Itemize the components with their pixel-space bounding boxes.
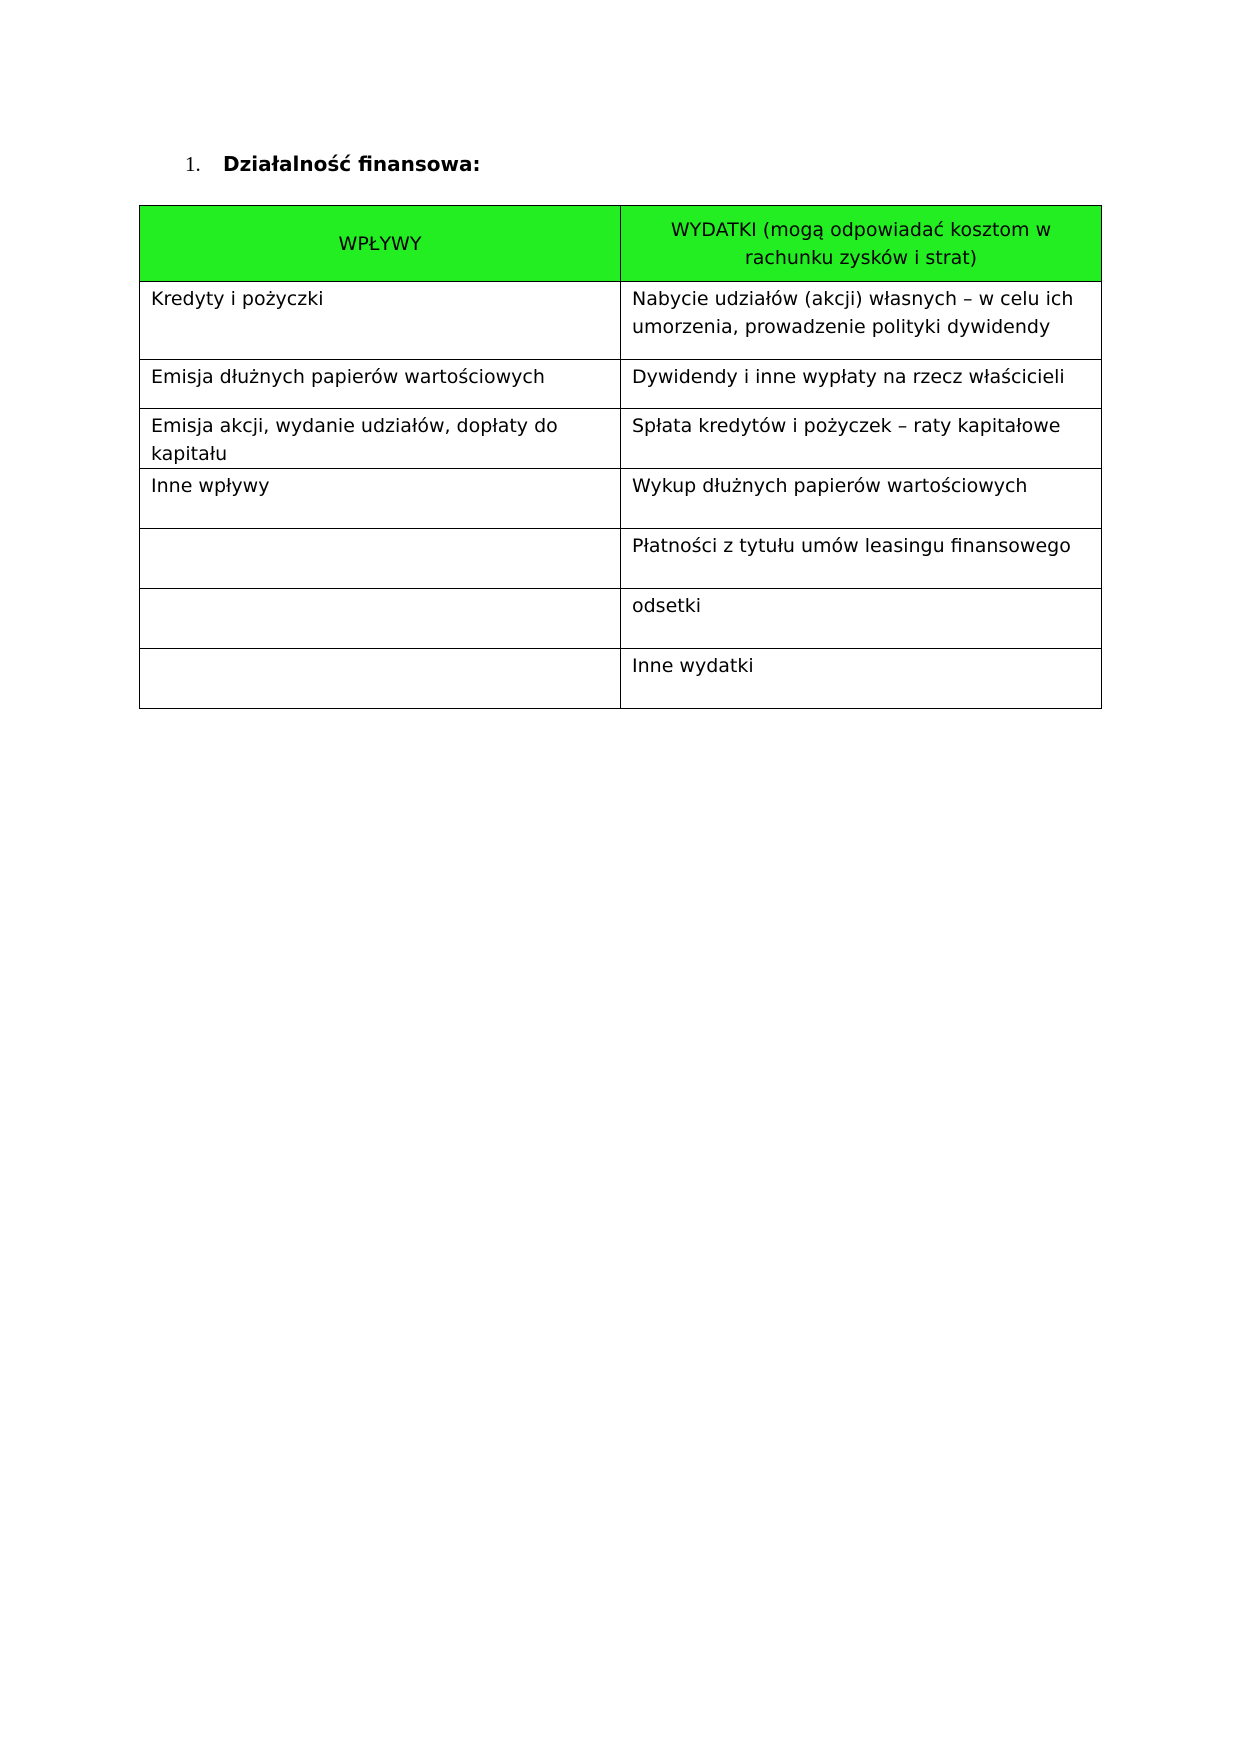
inflow-cell — [140, 589, 621, 649]
outflow-cell: Wykup dłużnych papierów wartościowych — [621, 469, 1102, 529]
list-number: 1. — [185, 152, 201, 176]
outflow-cell: Płatności z tytułu umów leasingu finansowego — [621, 529, 1102, 589]
section-title: Działalność finansowa: — [223, 152, 481, 176]
table-header-row — [140, 206, 1102, 282]
table-row — [140, 589, 1102, 649]
inflow-cell — [140, 529, 621, 589]
inflow-cell: Kredyty i pożyczki — [140, 282, 621, 360]
outflow-cell: Dywidendy i inne wypłaty na rzecz właścicieli — [621, 360, 1102, 409]
header-inflows: WPŁYWY — [140, 206, 621, 282]
table-row — [140, 360, 1102, 409]
inflow-cell — [140, 649, 621, 709]
header-outflows: WYDATKI (mogą odpowiadać kosztom w rachunku zysków i strat) — [621, 206, 1102, 282]
outflow-cell: odsetki — [621, 589, 1102, 649]
section-heading — [185, 150, 480, 178]
inflow-cell: Emisja dłużnych papierów wartościowych — [140, 360, 621, 409]
table-row — [140, 529, 1102, 589]
cash-flow-table — [139, 205, 1102, 709]
inflow-cell: Inne wpływy — [140, 469, 621, 529]
table-row — [140, 469, 1102, 529]
outflow-cell: Nabycie udziałów (akcji) własnych – w celu ich umorzenia, prowadzenie polityki dywidendy — [621, 282, 1102, 360]
table-row — [140, 649, 1102, 709]
table-row — [140, 409, 1102, 469]
outflow-cell: Spłata kredytów i pożyczek – raty kapitałowe — [621, 409, 1102, 469]
inflow-cell: Emisja akcji, wydanie udziałów, dopłaty do kapitału — [140, 409, 621, 469]
outflow-cell: Inne wydatki — [621, 649, 1102, 709]
table-row — [140, 282, 1102, 360]
